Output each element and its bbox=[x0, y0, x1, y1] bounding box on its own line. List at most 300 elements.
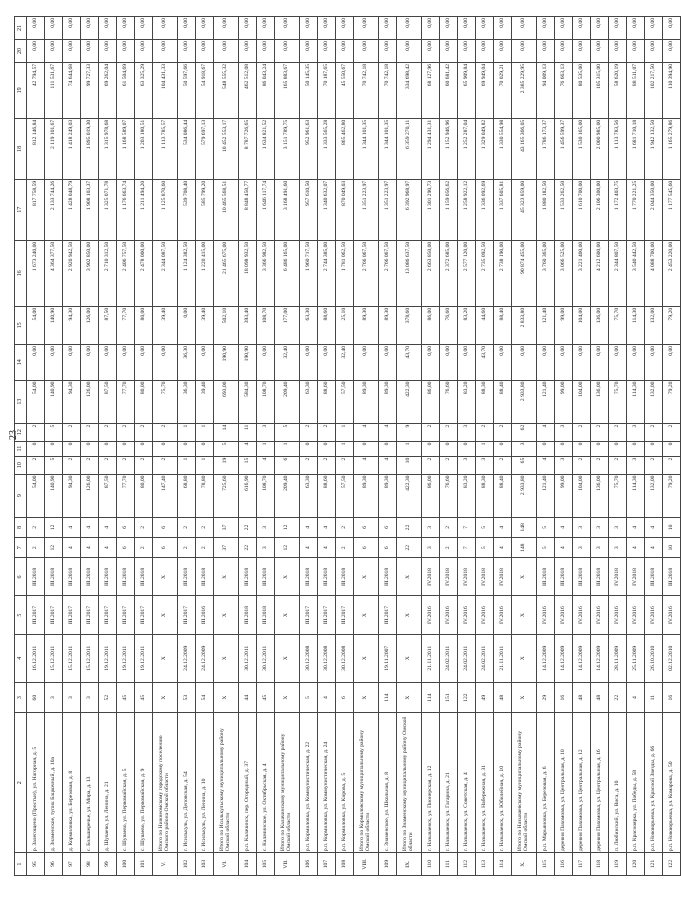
table-cell: 1 770 221,25 bbox=[627, 179, 645, 240]
table-cell: X bbox=[512, 682, 537, 712]
table-cell: III.2017 bbox=[336, 596, 354, 634]
header-cell: 1 bbox=[15, 853, 27, 876]
table-cell: X bbox=[397, 558, 422, 596]
table-cell: 53 bbox=[178, 682, 196, 712]
table-cell: 10 452 553,17 bbox=[214, 118, 239, 179]
table-cell: 3 bbox=[609, 538, 627, 558]
table-cell: X bbox=[275, 558, 300, 596]
table-cell: 1 333 565,28 bbox=[318, 118, 336, 179]
table-cell: 5 bbox=[537, 517, 555, 537]
table-cell: 1 960 717,50 bbox=[300, 240, 318, 306]
table-cell: 104,00 bbox=[573, 474, 591, 517]
table-cell: Итого по Исилькульскому муниципальному району Омской области bbox=[214, 713, 239, 853]
table-cell: 4 bbox=[354, 456, 379, 474]
table-cell: 2 933,80 bbox=[512, 380, 537, 423]
table-cell: 0,00 bbox=[117, 344, 135, 380]
table-row bbox=[573, 17, 591, 876]
table-cell: р.п. Красноярка, ул. Победы, д. 58 bbox=[627, 713, 645, 853]
table-row bbox=[494, 17, 512, 876]
table-cell: 18 098 932,50 bbox=[239, 240, 257, 306]
table-cell: 0,00 bbox=[422, 344, 440, 380]
header-cell: 4 bbox=[15, 634, 27, 682]
table-cell: 0,00 bbox=[196, 40, 214, 63]
table-cell: 952 961,63 bbox=[300, 118, 318, 179]
table-cell: 0,00 bbox=[555, 344, 573, 380]
table-cell: III.2016 bbox=[196, 596, 214, 634]
table-cell: 334 698,42 bbox=[397, 62, 422, 118]
table-cell: IV.2018 bbox=[609, 558, 627, 596]
table-cell: X bbox=[275, 634, 300, 682]
table-cell: 3 bbox=[257, 423, 275, 441]
table-cell: 14 bbox=[214, 423, 239, 441]
table-cell: 1 301 290,73 bbox=[422, 179, 440, 240]
table-row bbox=[627, 17, 645, 876]
table-cell: 6 bbox=[153, 538, 178, 558]
table-cell: 22 bbox=[397, 538, 422, 558]
table-cell: 63,30 bbox=[300, 380, 318, 423]
table-cell: 0,00 bbox=[239, 17, 257, 40]
table-cell: 1 159 056,62 bbox=[440, 179, 458, 240]
table-row bbox=[591, 17, 609, 876]
table-cell: X bbox=[354, 682, 379, 712]
header-cell: 14 bbox=[15, 344, 27, 380]
table-cell: 817 758,59 bbox=[27, 179, 45, 240]
table-cell: 0,00 bbox=[45, 40, 63, 63]
table-cell: 4 364 377,50 bbox=[45, 240, 63, 306]
table-cell: 0,00 bbox=[135, 344, 153, 380]
table-row bbox=[196, 17, 214, 876]
table-cell: 19.12.2011 bbox=[99, 634, 117, 682]
table-cell: 6 bbox=[117, 517, 135, 537]
table-cell: 2 bbox=[609, 456, 627, 474]
table-cell: 2 bbox=[27, 517, 45, 537]
table-cell: 0,00 bbox=[397, 17, 422, 40]
table-cell: 48 bbox=[494, 682, 512, 712]
table-cell: 140,90 bbox=[45, 380, 63, 423]
table-cell: 77,70 bbox=[117, 380, 135, 423]
table-cell: 19.11.2007 bbox=[379, 634, 397, 682]
table-cell: 11 bbox=[645, 682, 663, 712]
table-cell: 0,00 bbox=[379, 40, 397, 63]
table-cell: 8 848 450,77 bbox=[239, 179, 257, 240]
table-cell: 30.12.2008 bbox=[336, 634, 354, 682]
table-cell: 0,00 bbox=[663, 40, 681, 63]
table-cell: III.2018 bbox=[257, 558, 275, 596]
table-cell: г. Называевск, ул. Гагарина, д. 21 bbox=[440, 713, 458, 853]
table-cell: 111 531,67 bbox=[45, 62, 63, 118]
table-cell: 70 187,65 bbox=[318, 62, 336, 118]
table-cell: 0 bbox=[45, 441, 63, 456]
table-cell: 104,00 bbox=[573, 306, 591, 344]
table-cell: 6 392 968,97 bbox=[397, 179, 422, 240]
table-cell: 0,00 bbox=[422, 40, 440, 63]
table-cell: 2 bbox=[196, 538, 214, 558]
table-cell: III.2018 bbox=[645, 558, 663, 596]
table-cell: 0,00 bbox=[275, 17, 300, 40]
table-cell: 0,00 bbox=[537, 344, 555, 380]
table-cell: 3 bbox=[422, 538, 440, 558]
table-cell: 0,00 bbox=[573, 40, 591, 63]
table-cell: 3 bbox=[458, 423, 476, 441]
table-cell: 105 bbox=[257, 853, 275, 876]
table-cell: 6 bbox=[379, 538, 397, 558]
table-cell: 68 127,96 bbox=[422, 62, 440, 118]
table-cell: X bbox=[397, 634, 422, 682]
table-cell: 44,60 bbox=[476, 306, 494, 344]
table-cell: 1 786 173,37 bbox=[537, 118, 555, 179]
table-cell: 2 bbox=[81, 423, 99, 441]
table-cell: 2 bbox=[27, 456, 45, 474]
table-cell: 107 bbox=[318, 853, 336, 876]
table-cell: III.2018 bbox=[99, 558, 117, 596]
table-cell: 0,00 bbox=[627, 40, 645, 63]
table-cell: 2 133 744,26 bbox=[45, 179, 63, 240]
table-cell: 4 bbox=[627, 538, 645, 558]
table-cell: 54,00 bbox=[27, 306, 45, 344]
table-row bbox=[135, 17, 153, 876]
table-cell: 3 760 365,00 bbox=[537, 240, 555, 306]
table-cell: с. Шуваево, ул. Первомайская, д. 5 bbox=[117, 713, 135, 853]
table-cell: 1 344 101,35 bbox=[379, 118, 397, 179]
table-cell: 0,00 bbox=[555, 17, 573, 40]
table-cell: 45 550,67 bbox=[336, 62, 354, 118]
table-cell: 4 bbox=[379, 423, 397, 441]
table-cell: X bbox=[397, 682, 422, 712]
table-cell: 89,30 bbox=[379, 380, 397, 423]
table-cell: 0,00 bbox=[275, 40, 300, 63]
table-row bbox=[379, 17, 397, 876]
table-cell: III.2018 bbox=[336, 558, 354, 596]
table-cell: 0,00 bbox=[196, 17, 214, 40]
table-cell: 4 bbox=[537, 456, 555, 474]
table-cell: 10 465 568,51 bbox=[214, 179, 239, 240]
table-cell: 50 597,66 bbox=[178, 62, 196, 118]
table-cell: 21 465 675,00 bbox=[214, 240, 239, 306]
table-cell: 88,60 bbox=[318, 474, 336, 517]
table-cell: 1 177 545,60 bbox=[663, 179, 681, 240]
table-cell: 0,00 bbox=[153, 17, 178, 40]
table-cell: 3 bbox=[257, 517, 275, 537]
table-cell: 99 bbox=[99, 853, 117, 876]
table-cell: 2 744 385,00 bbox=[318, 240, 336, 306]
table-cell: 117 bbox=[573, 853, 591, 876]
table-cell: 0,00 bbox=[354, 40, 379, 63]
table-cell: 132,00 bbox=[645, 306, 663, 344]
table-row bbox=[99, 17, 117, 876]
table-row bbox=[117, 17, 135, 876]
table-cell: X bbox=[354, 596, 379, 634]
table-cell: 19.12.2011 bbox=[135, 634, 153, 682]
table-row bbox=[609, 17, 627, 876]
table-cell: 1 895 019,30 bbox=[81, 118, 99, 179]
table-cell: 3 bbox=[63, 682, 81, 712]
table-cell: 2 933,80 bbox=[512, 474, 537, 517]
table-cell: 22 bbox=[397, 517, 422, 537]
table-cell: р.п. Калачинск, пер. Огородный, д. 37 bbox=[239, 713, 257, 853]
table-cell: 0,00 bbox=[609, 344, 627, 380]
table-cell: 115 bbox=[537, 853, 555, 876]
table-cell: 2 bbox=[494, 456, 512, 474]
table-cell: 57,50 bbox=[336, 474, 354, 517]
table-cell: 1 336 092,69 bbox=[476, 179, 494, 240]
table-cell: 1 942 132,50 bbox=[645, 118, 663, 179]
table-cell: 4 bbox=[257, 456, 275, 474]
table-cell: 1 152 946,96 bbox=[440, 118, 458, 179]
table-cell: 0 bbox=[300, 441, 318, 456]
table-cell: 3 bbox=[555, 456, 573, 474]
table-cell: III.2017 bbox=[178, 596, 196, 634]
table-cell: р.п. Марьяновка, ул. Березовая, д. 6 bbox=[537, 713, 555, 853]
table-cell: 148 bbox=[512, 538, 537, 558]
table-cell: 0,00 bbox=[117, 17, 135, 40]
table-cell: 60 681,42 bbox=[440, 62, 458, 118]
table-cell: 0,00 bbox=[609, 40, 627, 63]
table-cell: 2 735 092,50 bbox=[476, 240, 494, 306]
table-cell: 100 bbox=[117, 853, 135, 876]
table-cell: 1 220 415,00 bbox=[196, 240, 214, 306]
table-cell: IV.2016 bbox=[555, 596, 573, 634]
table-cell: 16 bbox=[555, 682, 573, 712]
table-cell: 114,30 bbox=[627, 380, 645, 423]
table-cell: 4 bbox=[99, 517, 117, 537]
table-cell: 106 bbox=[300, 853, 318, 876]
table-cell: 0 bbox=[440, 441, 458, 456]
table-cell: 0,00 bbox=[99, 344, 117, 380]
table-cell: X bbox=[354, 634, 379, 682]
table-cell: 3 bbox=[45, 682, 63, 712]
table-cell: 48 bbox=[573, 682, 591, 712]
table-cell: 0,00 bbox=[153, 344, 178, 380]
table-cell: 585 799,20 bbox=[196, 179, 214, 240]
table-cell: 693,00 bbox=[214, 380, 239, 423]
table-cell: 0,00 bbox=[135, 17, 153, 40]
table-cell: 3 bbox=[512, 441, 537, 456]
table-cell: 136,00 bbox=[591, 306, 609, 344]
table-cell: 1 533 262,50 bbox=[555, 179, 573, 240]
table-cell: X bbox=[512, 634, 537, 682]
table-cell: III.2018 bbox=[239, 596, 257, 634]
table-cell: 5 bbox=[45, 456, 63, 474]
table-cell: 2 bbox=[645, 456, 663, 474]
table-cell: 209,40 bbox=[275, 380, 300, 423]
table-cell: X bbox=[153, 558, 178, 596]
table-cell: 104,00 bbox=[573, 380, 591, 423]
table-cell: с. Калачинское, ул. Октябрьская, д. 4 bbox=[257, 713, 275, 853]
table-cell: 0,00 bbox=[458, 344, 476, 380]
table-cell: 52 bbox=[99, 682, 117, 712]
table-cell: III.2018 bbox=[27, 558, 45, 596]
header-cell: 19 bbox=[15, 62, 27, 118]
table-cell: 2 bbox=[476, 423, 494, 441]
table-cell: III.2018 bbox=[573, 558, 591, 596]
housing-program-table bbox=[14, 16, 681, 876]
table-cell: 26.10.2010 bbox=[645, 634, 663, 682]
table-cell: 68,80 bbox=[178, 474, 196, 517]
table-cell: IV.2016 bbox=[573, 596, 591, 634]
table-cell: 0,00 bbox=[627, 17, 645, 40]
table-cell: 190,90 bbox=[239, 344, 257, 380]
subtotal-row bbox=[397, 17, 422, 876]
table-cell: 86,00 bbox=[422, 306, 440, 344]
table-cell: 1 681 710,18 bbox=[627, 118, 645, 179]
table-cell: 4 bbox=[555, 517, 573, 537]
table-cell: 88,60 bbox=[318, 306, 336, 344]
table-cell: 1 315 978,68 bbox=[99, 118, 117, 179]
table-cell: 121,40 bbox=[537, 380, 555, 423]
table-cell: 0,00 bbox=[239, 40, 257, 63]
table-cell: 0,00 bbox=[178, 17, 196, 40]
table-cell: 98 bbox=[81, 853, 99, 876]
table-cell: г. Исилькуль, ул. Деповская, д. 54 bbox=[178, 713, 196, 853]
table-cell: 88,30 bbox=[476, 380, 494, 423]
table-cell: 121,40 bbox=[537, 474, 555, 517]
table-cell: 4 bbox=[494, 538, 512, 558]
table-cell: 0,00 bbox=[379, 17, 397, 40]
table-cell: X bbox=[397, 596, 422, 634]
table-cell: 1 634 821,52 bbox=[257, 118, 275, 179]
table-cell: 2 bbox=[591, 456, 609, 474]
table-cell: 108,70 bbox=[257, 474, 275, 517]
table-cell: X bbox=[153, 682, 178, 712]
table-cell: III.2018 bbox=[591, 558, 609, 596]
table-cell: 1 252 287,04 bbox=[458, 118, 476, 179]
table-cell: X bbox=[153, 634, 178, 682]
table-cell: 1 124 382,50 bbox=[178, 240, 196, 306]
table-cell: 2 106 300,00 bbox=[591, 179, 609, 240]
table-cell: 2 bbox=[27, 423, 45, 441]
table-cell: X bbox=[214, 682, 239, 712]
table-cell: 4 bbox=[81, 517, 99, 537]
table-cell: III.2018 bbox=[196, 558, 214, 596]
table-cell: 3 bbox=[573, 517, 591, 537]
table-cell: 0,00 bbox=[257, 40, 275, 63]
table-cell: 15.12.2011 bbox=[81, 634, 99, 682]
table-cell: X bbox=[354, 558, 379, 596]
table-cell: д. Кормиловка, ул. Березовая, д. 8 bbox=[63, 713, 81, 853]
table-cell: X. bbox=[512, 853, 537, 876]
table-row bbox=[81, 17, 99, 876]
table-row bbox=[336, 17, 354, 876]
table-cell: 126,00 bbox=[81, 380, 99, 423]
table-cell: 94,30 bbox=[63, 306, 81, 344]
table-cell: 2 bbox=[336, 456, 354, 474]
table-cell: 0,00 bbox=[494, 40, 512, 63]
table-cell: 1 bbox=[476, 441, 494, 456]
table-cell: X bbox=[512, 558, 537, 596]
table-cell: 0,00 bbox=[257, 17, 275, 40]
table-cell: 2 766 067,50 bbox=[379, 240, 397, 306]
table-cell: 136,00 bbox=[591, 380, 609, 423]
table-cell: 113 bbox=[476, 853, 494, 876]
table-cell: 0 bbox=[81, 441, 99, 456]
table-cell: 0,00 bbox=[458, 17, 476, 40]
table-cell: 3 bbox=[257, 538, 275, 558]
table-cell: 76,60 bbox=[440, 474, 458, 517]
table-cell: 4 bbox=[99, 538, 117, 558]
table-cell: 45 323 859,00 bbox=[512, 179, 537, 240]
table-cell: 0 bbox=[135, 441, 153, 456]
table-cell: 76,60 bbox=[440, 380, 458, 423]
table-cell: 4 bbox=[318, 538, 336, 558]
table-cell: IV.2016 bbox=[645, 596, 663, 634]
table-cell: 99,00 bbox=[555, 306, 573, 344]
table-cell: 6 bbox=[275, 456, 300, 474]
table-cell: 2 000 985,00 bbox=[591, 118, 609, 179]
table-row bbox=[537, 17, 555, 876]
table-cell: г. Называевск, ул. Советская, д. 4 bbox=[458, 713, 476, 853]
table-cell: 1 168 589,07 bbox=[117, 118, 135, 179]
table-cell: 0,00 bbox=[45, 344, 63, 380]
table-cell: 0,00 bbox=[27, 17, 45, 40]
table-cell: р.п. Кормиловка, ул. Кирова, д. 5 bbox=[336, 713, 354, 853]
table-cell: 1 bbox=[336, 441, 354, 456]
table-cell: 5 bbox=[275, 423, 300, 441]
table-cell: 63 325,29 bbox=[135, 62, 153, 118]
table-cell: 13 086 637,50 bbox=[397, 240, 422, 306]
table-cell: 54 bbox=[196, 682, 214, 712]
table-cell: X bbox=[214, 596, 239, 634]
table-cell: 0,00 bbox=[537, 40, 555, 63]
table-cell: 89,30 bbox=[354, 306, 379, 344]
table-cell: 0,00 bbox=[45, 17, 63, 40]
table-cell: 378,60 bbox=[397, 306, 422, 344]
table-cell: 43,70 bbox=[476, 344, 494, 380]
table-cell: 2 bbox=[663, 456, 681, 474]
header-cell: 12 bbox=[15, 423, 27, 441]
table-cell: 3 bbox=[627, 456, 645, 474]
table-cell: 61 504,69 bbox=[117, 62, 135, 118]
table-cell: 5 bbox=[476, 538, 494, 558]
table-cell: 86,00 bbox=[422, 474, 440, 517]
table-cell: 2 bbox=[135, 517, 153, 537]
table-cell: 0,00 bbox=[440, 40, 458, 63]
table-cell: 151 bbox=[440, 682, 458, 712]
table-cell: 0,00 bbox=[440, 344, 458, 380]
header-cell: 11 bbox=[15, 441, 27, 456]
table-cell: 16.12.2011 bbox=[27, 634, 45, 682]
table-cell: 116 bbox=[555, 853, 573, 876]
subtotal-row bbox=[275, 17, 300, 876]
table-cell: 7 bbox=[458, 517, 476, 537]
table-cell: 2 bbox=[440, 423, 458, 441]
table-cell: 1 337 605,81 bbox=[494, 179, 512, 240]
table-cell: 0,00 bbox=[458, 40, 476, 63]
table-cell: 1 530 165,00 bbox=[573, 118, 591, 179]
table-cell: 10 bbox=[397, 456, 422, 474]
table-cell: 99,00 bbox=[555, 380, 573, 423]
table-cell: 21.11.2011 bbox=[494, 634, 512, 682]
table-cell: 1 bbox=[196, 456, 214, 474]
table-cell: 0,00 bbox=[117, 40, 135, 63]
table-cell: 4 bbox=[645, 517, 663, 537]
table-cell: 10 bbox=[663, 538, 681, 558]
table-cell: 0,00 bbox=[494, 17, 512, 40]
table-row bbox=[422, 17, 440, 876]
table-cell: 122 bbox=[663, 853, 681, 876]
table-cell: 4 bbox=[318, 682, 336, 712]
table-cell: IV.2016 bbox=[591, 596, 609, 634]
table-cell: 2 738 190,00 bbox=[494, 240, 512, 306]
table-cell: 0,00 bbox=[609, 17, 627, 40]
table-row bbox=[178, 17, 196, 876]
table-cell: 54,00 bbox=[27, 380, 45, 423]
table-cell: 0,00 bbox=[63, 40, 81, 63]
table-cell: 24.02.2011 bbox=[458, 634, 476, 682]
table-cell: 1 330 554,98 bbox=[494, 118, 512, 179]
subtotal-row bbox=[214, 17, 239, 876]
table-cell: 1 294 431,31 bbox=[422, 118, 440, 179]
table-cell: VI. bbox=[214, 853, 239, 876]
